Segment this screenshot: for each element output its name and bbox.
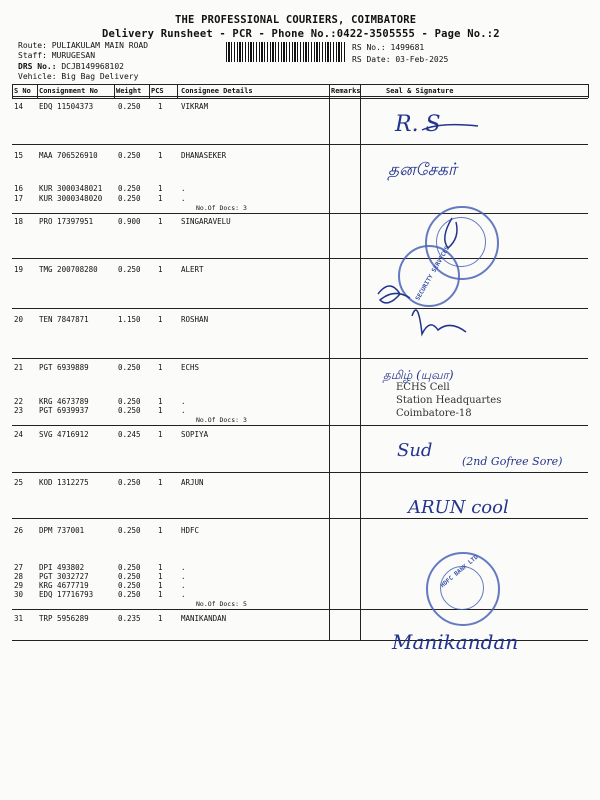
row-pcs: 1 bbox=[158, 265, 163, 274]
row-pcs: 1 bbox=[158, 590, 163, 599]
signature-row-24: Sud bbox=[397, 440, 433, 461]
signature-row-31: Manikandan bbox=[392, 630, 519, 654]
row-pcs: 1 bbox=[158, 151, 163, 160]
col-divider bbox=[37, 84, 38, 98]
row-sno: 31 bbox=[14, 614, 24, 623]
col-header-weight: Weight bbox=[116, 87, 142, 95]
row-sno: 26 bbox=[14, 526, 24, 535]
row-weight: 0.250 bbox=[118, 526, 141, 535]
runsheet-title: Delivery Runsheet - PCR - Phone No.:0422-3505555 - Page No.:2 bbox=[102, 28, 500, 40]
row-weight: 0.250 bbox=[118, 184, 141, 193]
col-header-remarks: Remarks bbox=[331, 87, 361, 95]
row-consignment: PGT 6939937 bbox=[39, 406, 89, 415]
row-weight: 0.250 bbox=[118, 194, 141, 203]
row-sno: 29 bbox=[14, 581, 24, 590]
row-consignee: . bbox=[181, 590, 186, 599]
row-sno: 25 bbox=[14, 478, 24, 487]
row-consignment: TRP 5956289 bbox=[39, 614, 89, 623]
row-separator bbox=[12, 144, 588, 145]
row-consignee: HDFC bbox=[181, 526, 200, 535]
row-consignee: ROSHAN bbox=[181, 315, 209, 324]
row-sno: 15 bbox=[14, 151, 24, 160]
route-label: Route: PULIAKULAM MAIN ROAD bbox=[18, 41, 149, 50]
row-separator bbox=[12, 308, 588, 309]
row-consignment: TEN 7847871 bbox=[39, 315, 89, 324]
col-divider bbox=[12, 84, 13, 98]
row-separator bbox=[12, 472, 588, 473]
col-divider bbox=[149, 84, 150, 98]
rs-date: RS Date: 03-Feb-2025 bbox=[352, 55, 449, 64]
row-consignment: TMG 200708280 bbox=[39, 265, 98, 274]
row-consignee: MANIKANDAN bbox=[181, 614, 227, 623]
row-sno: 22 bbox=[14, 397, 24, 406]
signature-row-25: ARUN cool bbox=[408, 497, 509, 518]
col-header-consignee: Consignee Details bbox=[181, 87, 253, 95]
col-header-sno: S No bbox=[14, 87, 31, 95]
row-pcs: 1 bbox=[158, 102, 163, 111]
row-consignment: MAA 706526910 bbox=[39, 151, 98, 160]
row-pcs: 1 bbox=[158, 614, 163, 623]
row-pcs: 1 bbox=[158, 406, 163, 415]
row-pcs: 1 bbox=[158, 430, 163, 439]
col-divider bbox=[588, 84, 589, 98]
row-pcs: 1 bbox=[158, 217, 163, 226]
echs-stamp-line3: Coimbatore-18 bbox=[396, 408, 472, 419]
row-pcs: 1 bbox=[158, 315, 163, 324]
docs-count: No.Of Docs: 3 bbox=[196, 204, 247, 212]
row-weight: 0.250 bbox=[118, 363, 141, 372]
row-sno: 27 bbox=[14, 563, 24, 572]
staff-label: Staff: MURUGESAN bbox=[18, 51, 96, 60]
table-top-border bbox=[12, 84, 588, 85]
header-bottom-border bbox=[12, 96, 588, 97]
row-consignment: PGT 3032727 bbox=[39, 572, 89, 581]
row-weight: 0.250 bbox=[118, 265, 141, 274]
row-consignee: . bbox=[181, 184, 186, 193]
row-weight: 0.245 bbox=[118, 430, 141, 439]
row-consignment: KUR 3000348020 bbox=[39, 194, 103, 203]
row-consignee: SINGARAVELU bbox=[181, 217, 231, 226]
row-sno: 18 bbox=[14, 217, 24, 226]
row-separator bbox=[12, 609, 588, 610]
row-consignee: . bbox=[181, 581, 186, 590]
row-consignment: PGT 6939889 bbox=[39, 363, 89, 372]
row-consignee: . bbox=[181, 406, 186, 415]
row-weight: 0.250 bbox=[118, 406, 141, 415]
row-pcs: 1 bbox=[158, 563, 163, 572]
row-pcs: 1 bbox=[158, 581, 163, 590]
row-weight: 0.900 bbox=[118, 217, 141, 226]
echs-stamp-line1: ECHS Cell bbox=[396, 382, 450, 393]
row-pcs: 1 bbox=[158, 194, 163, 203]
barcode bbox=[226, 42, 346, 62]
signature-note-row-24: (2nd Gofree Sore) bbox=[462, 455, 563, 468]
drs-value: DCJB149968102 bbox=[61, 62, 124, 71]
signature-row-14: R. S bbox=[395, 112, 441, 137]
signature-stroke bbox=[420, 120, 480, 134]
company-title: THE PROFESSIONAL COURIERS, COIMBATORE bbox=[175, 14, 417, 26]
row-consignment: PRO 17397951 bbox=[39, 217, 94, 226]
row-pcs: 1 bbox=[158, 184, 163, 193]
row-separator bbox=[12, 425, 588, 426]
col-header-seal: Seal & Signature bbox=[386, 87, 454, 95]
row-sno: 20 bbox=[14, 315, 24, 324]
signature-scribble bbox=[370, 208, 480, 358]
row-sno: 24 bbox=[14, 430, 24, 439]
row-consignee: ECHS bbox=[181, 363, 200, 372]
row-pcs: 1 bbox=[158, 478, 163, 487]
row-weight: 0.250 bbox=[118, 581, 141, 590]
row-sno: 28 bbox=[14, 572, 24, 581]
row-consignee: SOPIYA bbox=[181, 430, 209, 439]
row-weight: 0.250 bbox=[118, 397, 141, 406]
hdfc-stamp-text: HDFC BANK LTD bbox=[439, 553, 480, 590]
row-weight: 0.250 bbox=[118, 102, 141, 111]
row-separator bbox=[12, 518, 588, 519]
row-consignment: KRG 4677719 bbox=[39, 581, 89, 590]
row-consignee: ARJUN bbox=[181, 478, 204, 487]
row-consignee: DHANASEKER bbox=[181, 151, 227, 160]
row-sno: 23 bbox=[14, 406, 24, 415]
drs-label: DRS No.: bbox=[18, 62, 57, 71]
row-consignee: . bbox=[181, 397, 186, 406]
row-consignment: KRG 4673789 bbox=[39, 397, 89, 406]
row-consignee: VIKRAM bbox=[181, 102, 209, 111]
row-weight: 0.250 bbox=[118, 590, 141, 599]
row-weight: 0.250 bbox=[118, 151, 141, 160]
row-pcs: 1 bbox=[158, 572, 163, 581]
signature-row-15: தனசேகர் bbox=[388, 160, 457, 180]
col-divider bbox=[114, 84, 115, 98]
header-double-border bbox=[12, 98, 588, 99]
col-divider-remarks bbox=[329, 84, 330, 640]
col-divider-seal bbox=[360, 84, 361, 640]
rs-number: RS No.: 1499681 bbox=[352, 43, 425, 52]
vehicle-label: Vehicle: Big Bag Delivery bbox=[18, 72, 139, 81]
col-divider bbox=[177, 84, 178, 98]
row-pcs: 1 bbox=[158, 397, 163, 406]
echs-stamp-line2: Station Headquartes bbox=[396, 395, 502, 406]
row-sno: 21 bbox=[14, 363, 24, 372]
row-consignment: KUR 3000348021 bbox=[39, 184, 103, 193]
row-pcs: 1 bbox=[158, 526, 163, 535]
row-weight: 1.150 bbox=[118, 315, 141, 324]
row-weight: 0.250 bbox=[118, 563, 141, 572]
row-sno: 30 bbox=[14, 590, 24, 599]
row-consignee: ALERT bbox=[181, 265, 204, 274]
row-consignment: SVG 4716912 bbox=[39, 430, 89, 439]
row-consignee: . bbox=[181, 563, 186, 572]
row-consignment: EDQ 11504373 bbox=[39, 102, 94, 111]
row-weight: 0.250 bbox=[118, 478, 141, 487]
row-consignee: . bbox=[181, 572, 186, 581]
row-sno: 17 bbox=[14, 194, 24, 203]
row-weight: 0.235 bbox=[118, 614, 141, 623]
row-separator bbox=[12, 358, 588, 359]
row-pcs: 1 bbox=[158, 363, 163, 372]
row-separator bbox=[12, 213, 588, 214]
row-consignee: . bbox=[181, 194, 186, 203]
docs-count: No.Of Docs: 5 bbox=[196, 600, 247, 608]
row-consignment: EDQ 17716793 bbox=[39, 590, 94, 599]
security-stamp-text: SECURITY SERVICES bbox=[414, 245, 452, 302]
row-separator bbox=[12, 258, 588, 259]
row-sno: 14 bbox=[14, 102, 24, 111]
row-consignment: DPI 493802 bbox=[39, 563, 85, 572]
echs-handwriting: தமிழ் (யுவா) bbox=[383, 368, 454, 382]
drs-number bbox=[18, 62, 124, 71]
row-consignment: DPM 737001 bbox=[39, 526, 85, 535]
col-header-consignment: Consignment No bbox=[39, 87, 99, 95]
col-header-pcs: PCS bbox=[151, 87, 164, 95]
row-consignment: KOD 1312275 bbox=[39, 478, 89, 487]
row-sno: 16 bbox=[14, 184, 24, 193]
row-sno: 19 bbox=[14, 265, 24, 274]
docs-count: No.Of Docs: 3 bbox=[196, 416, 247, 424]
row-weight: 0.250 bbox=[118, 572, 141, 581]
